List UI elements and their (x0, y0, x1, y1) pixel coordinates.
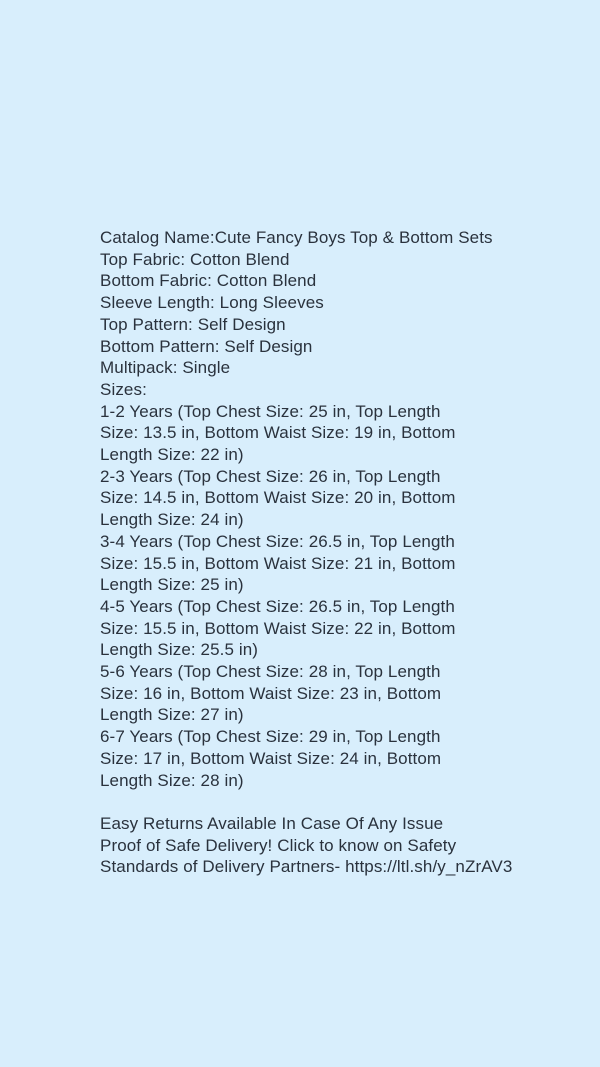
text-line: 1-2 Years (Top Chest Size: 25 in, Top Length (100, 401, 441, 421)
text-line: Sizes: (100, 379, 147, 399)
text-line: Length Size: 25 in) (100, 575, 244, 595)
text-line: Top Fabric: Cotton Blend (100, 249, 290, 269)
text-line: Sleeve Length: Long Sleeves (100, 293, 324, 313)
safety-standards-prefix: Standards of Delivery Partners- (100, 857, 346, 877)
text-line: Size: 13.5 in, Bottom Waist Size: 19 in, Bottom (100, 423, 456, 443)
easy-returns-text: Easy Returns Available In Case Of Any Issue (100, 813, 444, 833)
safe-delivery-text: Proof of Safe Delivery! Click to know on Safety (100, 835, 457, 855)
footer-notes (100, 813, 540, 878)
text-line: 4-5 Years (Top Chest Size: 26.5 in, Top Length (100, 596, 455, 616)
text-line: 3-4 Years (Top Chest Size: 26.5 in, Top Length (100, 531, 455, 551)
product-description (100, 227, 540, 878)
text-line: Length Size: 22 in) (100, 445, 244, 465)
text-line: 6-7 Years (Top Chest Size: 29 in, Top Length (100, 727, 441, 747)
text-line: Length Size: 27 in) (100, 705, 244, 725)
size-chart (100, 401, 540, 792)
text-line: Multipack: Single (100, 358, 231, 378)
text-line: Bottom Fabric: Cotton Blend (100, 271, 317, 291)
text-line: Size: 17 in, Bottom Waist Size: 24 in, Bottom (100, 748, 442, 768)
text-line: Size: 15.5 in, Bottom Waist Size: 22 in, Bottom (100, 618, 456, 638)
text-line: Length Size: 24 in) (100, 510, 244, 530)
catalog-details (100, 227, 540, 401)
safety-standards-link[interactable]: https://ltl.sh/y_nZrAV3 (345, 857, 513, 877)
text-line: Catalog Name:Cute Fancy Boys Top & Bottom Sets (100, 228, 493, 247)
text-line: Size: 16 in, Bottom Waist Size: 23 in, Bottom (100, 683, 442, 703)
text-line: Size: 14.5 in, Bottom Waist Size: 20 in, Bottom (100, 488, 456, 508)
text-line: Top Pattern: Self Design (100, 314, 286, 334)
text-line: Bottom Pattern: Self Design (100, 336, 313, 356)
safety-standards-text (100, 856, 540, 878)
text-line: Length Size: 28 in) (100, 770, 244, 790)
text-line: Length Size: 25.5 in) (100, 640, 259, 660)
text-line: 5-6 Years (Top Chest Size: 28 in, Top Length (100, 662, 441, 682)
text-line: 2-3 Years (Top Chest Size: 26 in, Top Length (100, 466, 441, 486)
text-line: Size: 15.5 in, Bottom Waist Size: 21 in, Bottom (100, 553, 456, 573)
